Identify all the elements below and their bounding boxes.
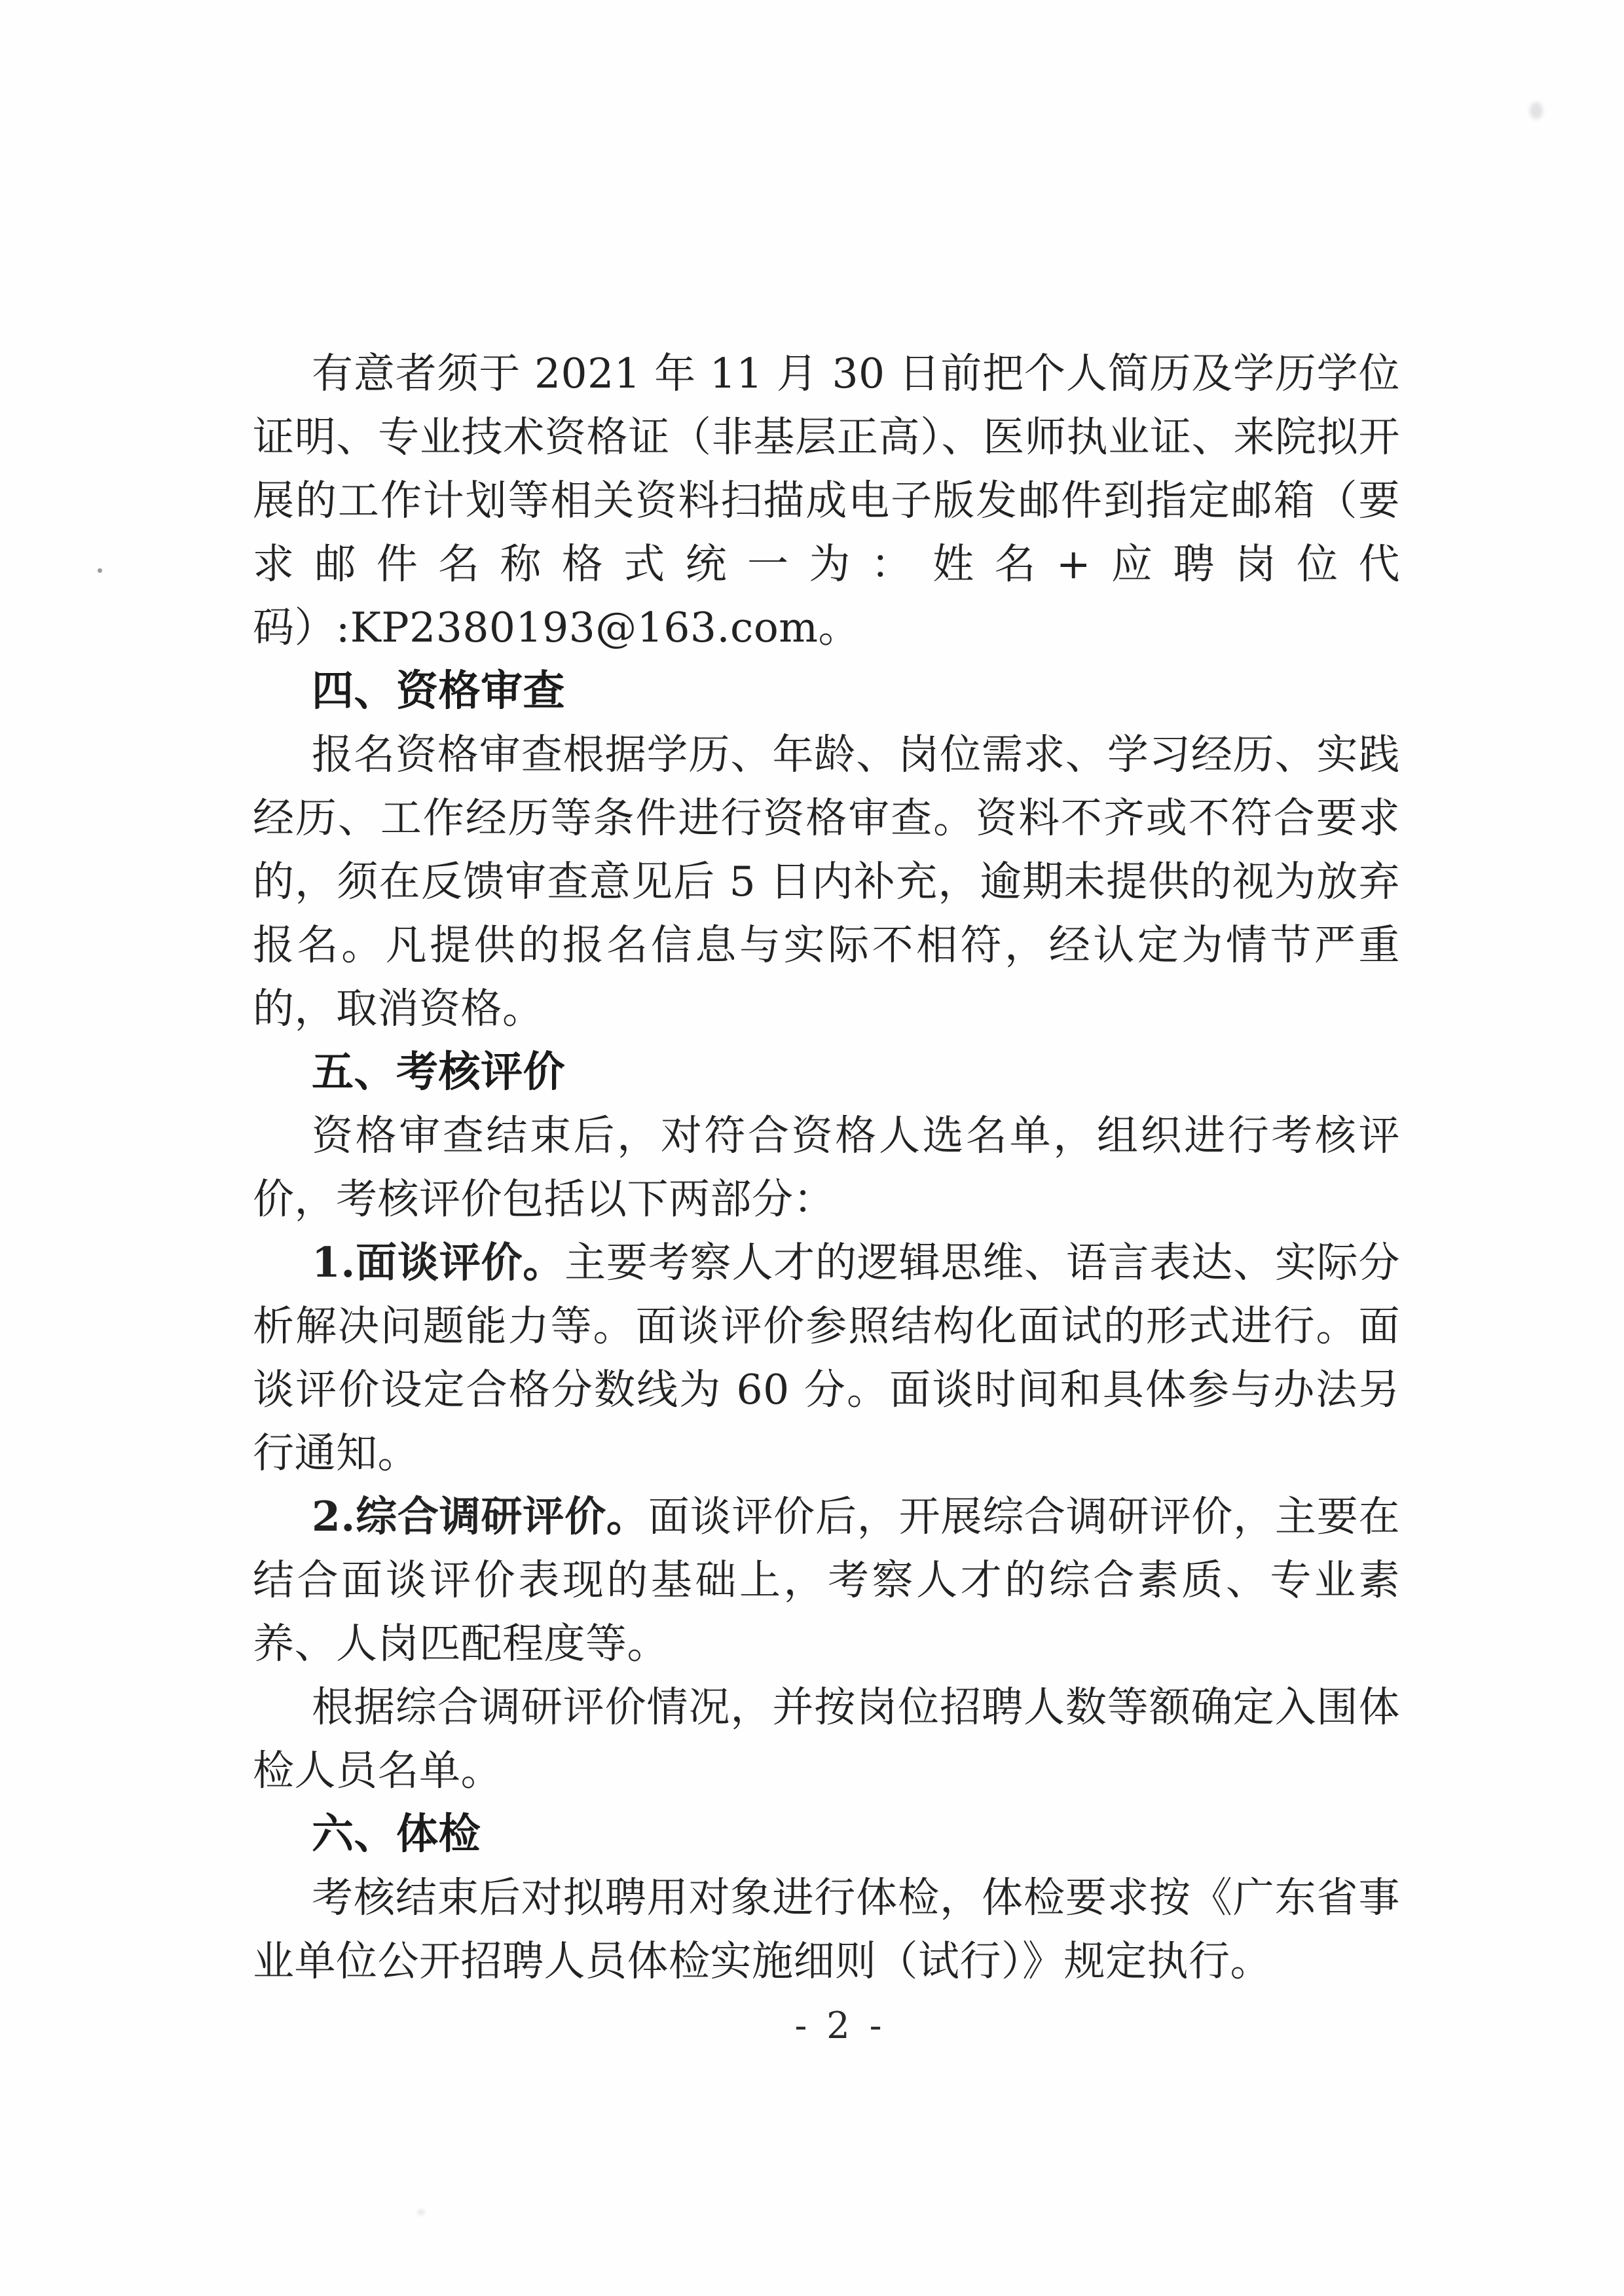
physical-exam-paragraph: 考核结束后对拟聘用对象进行体检，体检要求按《广东省事业单位公开招聘人员体检实施细则（试行）》规定执行。 (253, 1874, 1400, 1985)
interview-evaluation-text: 主要考察人才的逻辑思维、语言表达、实际分析解决问题能力等。面谈评价参照结构化面试的形式进行。面谈评价设定合格分数线为 60 分。面谈时间和具体参与办法另行通知。 (253, 1239, 1400, 1477)
evaluation-intro-paragraph: 资格审查结束后，对符合资格人选名单，组织进行考核评价，考核评价包括以下两部分： (253, 1112, 1400, 1223)
scan-artifact-smudge (417, 2209, 425, 2215)
section-heading-4-qualification-review: 四、资格审查 (312, 666, 565, 716)
scan-artifact-smudge (1530, 102, 1543, 119)
comprehensive-research-text: 面谈评价后，开展综合调研评价，主要在结合面谈评价表现的基础上，考察人才的综合素质、专业素养、人岗匹配程度等。 (253, 1493, 1400, 1667)
document-body (253, 342, 1400, 1993)
intro-paragraph: 有意者须于 2021 年 11 月 30 日前把个人简历及学历学位证明、专业技术资格证（非基层正高）、医师执业证、来院拟开展的工作计划等相关资料扫描成电子版发邮件到指定邮箱（要求邮件名称格式统一为：姓名+应聘岗位代码）:KP2380193@163.com。 (253, 350, 1400, 651)
section-heading-5-assessment-evaluation: 五、考核评价 (312, 1048, 565, 1097)
scan-artifact-dot (98, 568, 102, 573)
interview-evaluation-paragraph (253, 1231, 1400, 1485)
interview-evaluation-lead: 1.面谈评价。 (312, 1238, 565, 1286)
page-number: - 2 - (794, 2005, 886, 2047)
section-heading-6-physical-exam: 六、体检 (312, 1810, 481, 1859)
shortlist-paragraph: 根据综合调研评价情况，并按岗位招聘人数等额确定入围体检人员名单。 (253, 1683, 1400, 1795)
qualification-review-paragraph: 报名资格审查根据学历、年龄、岗位需求、学习经历、实践经历、工作经历等条件进行资格审查。资料不齐或不符合要求的，须在反馈审查意见后 5 日内补充，逾期未提供的视为放弃报名。凡提供的报名信息与实际不相符，经认定为情节严重的，取消资格。 (253, 731, 1400, 1032)
comprehensive-research-lead: 2.综合调研评价。 (312, 1492, 648, 1540)
comprehensive-research-paragraph (253, 1485, 1400, 1675)
